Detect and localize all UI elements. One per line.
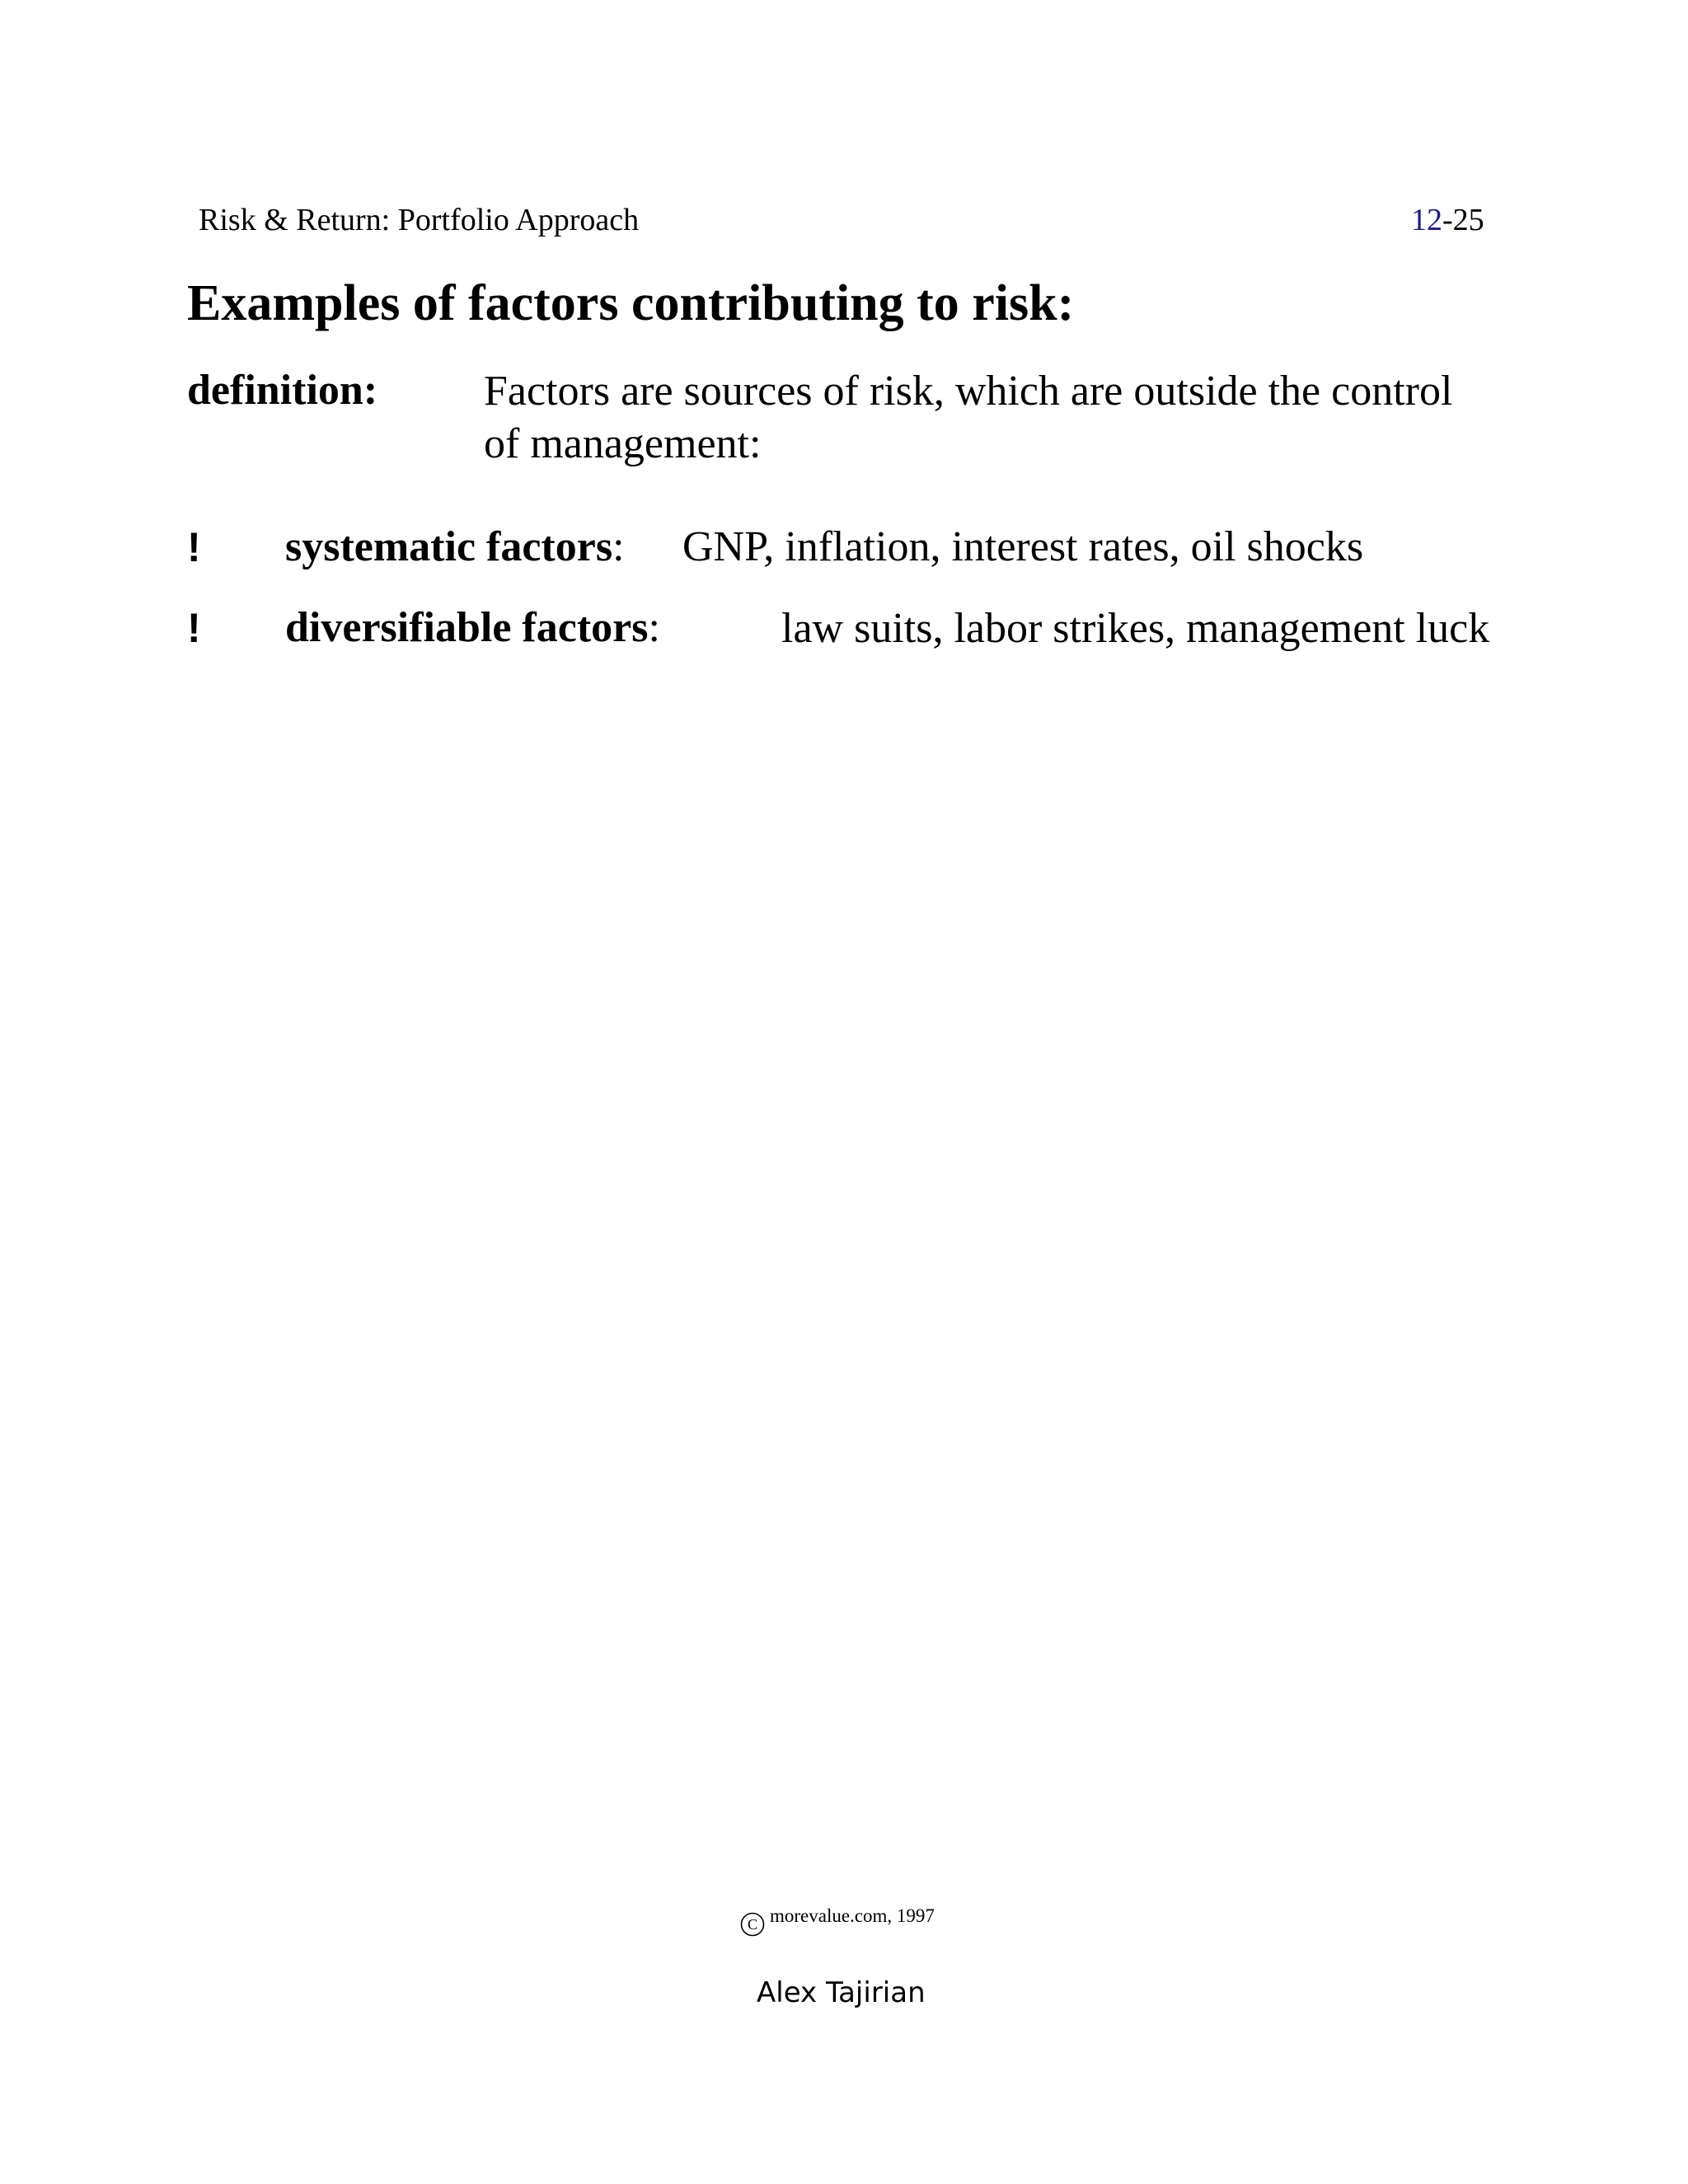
page-title: Examples of factors contributing to risk: (187, 275, 1075, 331)
copyright-notice (740, 1904, 935, 1945)
factor-label-text: diversifiable factors (285, 604, 649, 651)
page-number (1411, 200, 1484, 240)
definition-text: Factors are sources of risk, which are outside the control of management: (484, 368, 1453, 467)
bullet-icon: ! (187, 605, 201, 651)
systematic-factors-text: GNP, inflation, interest rates, oil shocks (682, 523, 1364, 570)
systematic-factors-label (285, 522, 625, 573)
factor-label-colon: : (648, 604, 660, 651)
running-header-title: Risk & Return: Portfolio Approach (199, 203, 640, 237)
page-number-suffix: -25 (1442, 203, 1484, 237)
factor-label-text: systematic factors (285, 523, 613, 570)
definition-label: definition: (187, 367, 378, 414)
diversifiable-factors-text: law suits, labor strikes, management luck (781, 605, 1490, 652)
chapter-number: 12 (1411, 203, 1442, 237)
bullet-icon: ! (187, 524, 201, 570)
author-name: Alex Tajirian (757, 1976, 926, 2009)
copyright-text: morevalue.com, 1997 (770, 1905, 935, 1926)
factor-label-colon: : (612, 523, 625, 570)
diversifiable-factors-label (285, 602, 660, 654)
copyright-icon (740, 1912, 765, 1937)
svg-text:C: C (747, 1916, 758, 1933)
